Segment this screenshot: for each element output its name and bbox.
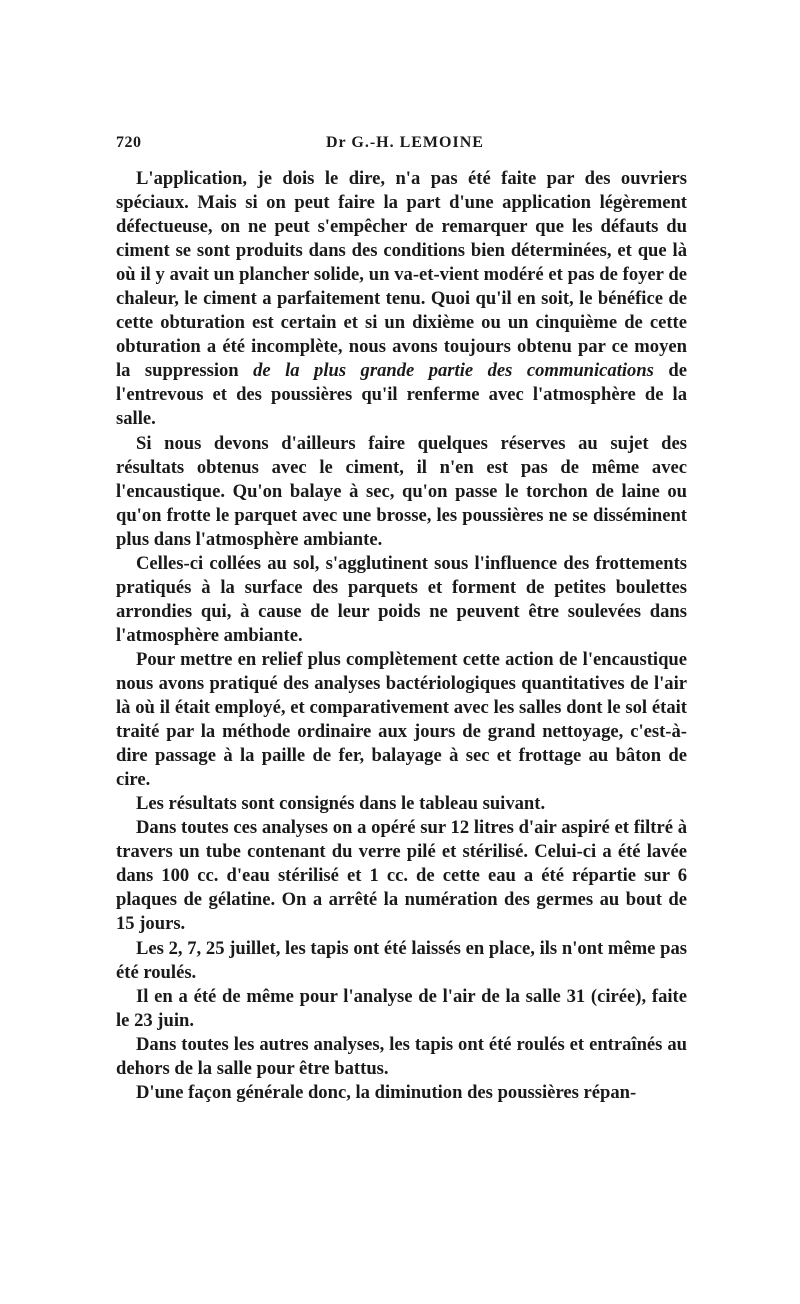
paragraph-8: Il en a été de même pour l'analyse de l'air de la salle 31 (cirée), faite le 23 juin. <box>116 985 687 1031</box>
body-text <box>116 167 687 1105</box>
paragraph-1-text: L'application, je dois le dire, n'a pas été faite par des ouvriers spéciaux. Mais si on peut faire la part d'une application légèrement défectueuse, on ne peut s'empêcher de remarquer que les défauts du ciment se sont produits dans des conditions bien déterminées, et que là où il y avait un plancher solide, un va-et-vient modéré et pas de foyer de chaleur, le ciment a parfaitement tenu. Quoi qu'il en soit, le bénéfice de cette obturation est certain et si un dixième ou un cinquième de cette obturation a été incomplète, nous avons toujours obtenu par ce moyen la suppression <box>116 168 687 382</box>
paragraph-6: Dans toutes ces analyses on a opéré sur 12 litres d'air aspiré et filtré à travers un tube contenant du verre pilé et stérilisé. Celui-ci a été lavée dans 100 cc. d'eau stérilisé et 1 cc. de cette eau a été répartie sur 6 plaques de gélatine. On a arrêté la numération des germes au bout de 15 jours. <box>116 817 687 935</box>
paragraph-1-after: de l'entrevous et des poussières qu'il renferme avec l'atmosphère de la salle. <box>116 360 687 430</box>
paragraph-2: Si nous devons d'ailleurs faire quelques réserves au sujet des résultats obtenus avec le ciment, il n'en est pas de même avec l'encaustique. Qu'on balaye à sec, qu'on passe le torchon de laine ou qu'on frotte le parquet avec une brosse, les poussières ne se disséminent plus dans l'atmosphère ambiante. <box>116 432 687 550</box>
paragraph-4: Pour mettre en relief plus complètement cette action de l'encaustique nous avons pratiqué des analyses bactériologiques quantitatives de l'air là où il était employé, et comparativement avec les salles dont le sol était traité par la méthode ordinaire aux jours de grand nettoyage, c'est-à-dire passage à la paille de fer, balayage à sec et frottage au bâton de cire. <box>116 648 687 791</box>
paragraph-9: Dans toutes les autres analyses, les tapis ont été roulés et entraînés au dehors de la salle pour être battus. <box>116 1033 687 1079</box>
running-title-author: Dr G.-H. LEMOINE <box>326 134 484 151</box>
paragraph-1-italic: de la plus grande partie des communications <box>253 360 654 382</box>
paragraph-3: Celles-ci collées au sol, s'agglutinent sous l'influence des frottements pratiqués à la surface des parquets et forment de petites boulettes arrondies qui, à cause de leur poids ne peuvent être soulevées dans l'atmosphère ambiante. <box>116 552 687 646</box>
paragraph-5: Les résultats sont consignés dans le tableau suivant. <box>136 793 546 815</box>
page-number: 720 <box>116 134 142 151</box>
paragraph-1 <box>116 167 687 432</box>
running-head <box>116 134 688 160</box>
paragraph-10: D'une façon générale donc, la diminution des poussières répan- <box>136 1081 637 1103</box>
paragraph-7: Les 2, 7, 25 juillet, les tapis ont été laissés en place, ils n'ont même pas été roulés. <box>116 937 687 983</box>
